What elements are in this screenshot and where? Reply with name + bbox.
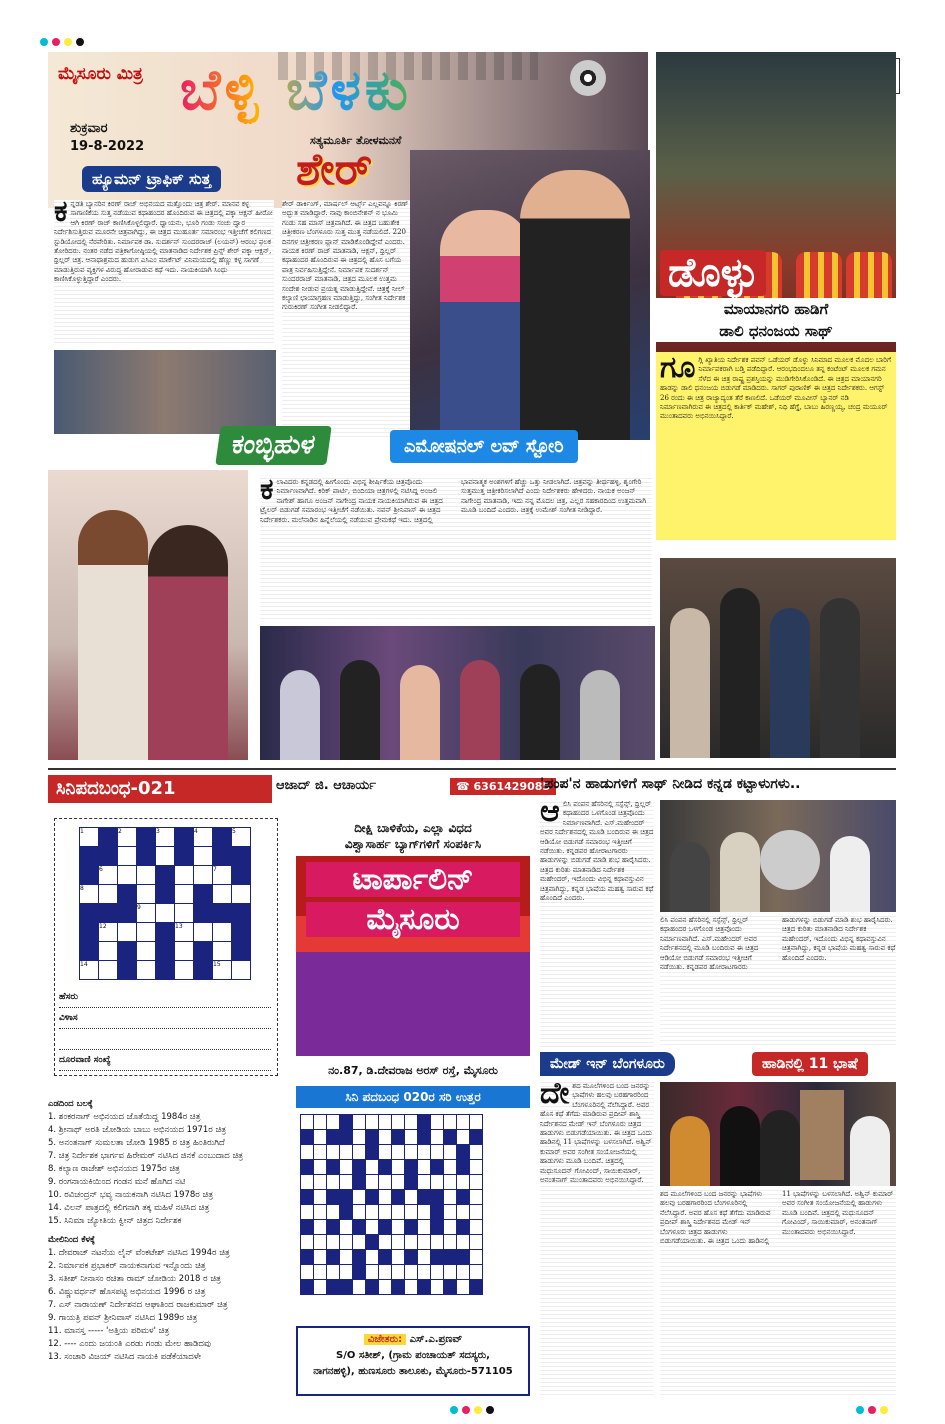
winner-label: ವಿಜೇತರು: — [364, 1334, 406, 1345]
winner-box — [296, 1326, 530, 1396]
ad-shop-name-1: ಟಾರ್ಪಾಲಿನ್ — [306, 862, 520, 897]
story1-tag: ಹ್ಯೂಮನ್ ಟ್ರಾಫಿಕ್ ಸುತ್ತ — [82, 166, 221, 192]
clue-item: 11. ಮಾನಸ್ತ ----- 'ಅತ್ತಿಯ ಪರಿಮಳ' ಚಿತ್ರ — [48, 1326, 170, 1336]
down-clue-list — [48, 1247, 282, 1364]
story1-kicker: ಸತ್ಯಮೂರ್ತಿ ತೋಳಮನಸೆ — [310, 134, 402, 147]
crossword-phone-number: 6361429085 — [473, 780, 551, 793]
answers-title: ಸಿನಿ ಪದಬಂಧ 020ರ ಸರಿ ಉತ್ತರ — [296, 1086, 530, 1108]
story4-drop-cap: ಆ — [540, 800, 560, 829]
story5-body-text: ಶದ ಮೂಲೆಗಳಿಂದ ಬಂದ ಜನರನ್ನು ಭಾಷೆಗಳು ಹಲವು ಬರಹಗಾರರಿಂದ ಬೆಂಗಳೂರಿನಲ್ಲಿ ನೆಲೆಸಿದ್ದಾರೆ. ಅವರ ಹೊಸ ಕಥೆ ತೆಗೆದು ಮಾಡಿರುವ ಪ್ರದೀಪ್ ಶಾಸ್ತ್ರಿ ನಿರ್ದೇಶನದ ಮೇಡ್ ಇನ್ ಬೆಂಗಳೂರು ಚಿತ್ರದ ಹಾಡುಗಳು ಬಿಡುಗಡೆಯಾಯಿತು. ಈ ಚಿತ್ರದ ಒಂದು ಹಾಡಿನಲ್ಲಿ 11 ಭಾಷೆಗಳನ್ನು ಬಳಸಲಾಗಿದೆ. ಅಶ್ವಿನ್ ಕುಮಾರ್ ಅವರ ಸಂಗೀತ ಸಂಯೋಜನೆಯಲ್ಲಿ ಹಾಡುಗಳು ಮೂಡಿ ಬಂದಿವೆ. ಚಿತ್ರದಲ್ಲಿ ಮಧುಸೂದನ್ ಗೋವಿಂದ್, ಸಾಯಿಕುಮಾರ್, ಅನಂತನಾಗ್ ಮುಂತಾದವರು ಅಭಿನಯಿಸಿದ್ದಾರೆ. — [540, 1082, 653, 1185]
story1-body-right: ಶೇರ್ ಡಾರ್ಕಿಂಗ್, ಮಾರ್ಷಲ್ ಆರ್ಟ್ಸ್ ಎಲ್ಲವನ್ನೂ ಕಿರಣ್ ಅದ್ಭುತ ಮಾಡಿದ್ದಾರೆ. ನಾವು ಕಾಂಬಿನೇಶನ್ ನ ಭೂಮಿ ಗಂಡು ಸಹ ಮಾಸ್ ಚಿತ್ರವಾಗಿದೆ. ಈ ಚಿತ್ರದ ಬಹುತೇಕ ಚಿತ್ರೀಕರಣ ಬೆಂಗಳೂರು ಸುತ್ತ ಮುತ್ತ ನಡೆಯಲಿದೆ. 220 ದಿನಗಳ ಚಿತ್ರೀಕರಣ ಪ್ಲಾನ್ ಮಾಡಿಕೊಂಡಿದ್ದೇವೆ ಎಂದರು. ನಾಯಕ ಕಿರಣ್ ರಾಜ್ ಮಾತನಾಡಿ, ಆಕ್ಷನ್, ಥ್ರಿಲ್ಲರ್ ಕಥಾಹಂದರ ಹೊಂದಿರುವ ಈ ಚಿತ್ರದಲ್ಲಿ ಹೊಸ ಬಗೆಯ ಪಾತ್ರ ನಿರ್ವಹಿಸುತ್ತಿದ್ದೇನೆ. ನಿರ್ಮಾಪಕ ಸುದರ್ಶನ್ ಸುಂದರರಾಜ್ ಮಾತನಾಡಿ, ಚಿತ್ರದ ಮೂಲಕ ಉತ್ತಮ ಸಂದೇಶ ನೀಡುವ ಪ್ರಯತ್ನ ಮಾಡುತ್ತಿದ್ದೇವೆ. ಚಿತ್ರಕ್ಕೆ ನೀಲ್ ಕಲ್ಯಾಣಿ ಛಾಯಾಗ್ರಹಣ ಮಾಡುತ್ತಿದ್ದು, ಸಂಗೀತ ನಿರ್ದೇಶಕ ಗುರುಕಿರಣ್ ಸಂಗೀತ ನೀಡಲಿದ್ದಾರೆ. — [282, 200, 412, 440]
story2-couple-photo — [48, 470, 248, 760]
story1-group-photo — [54, 350, 276, 434]
clue-item: 7. ಎಸ್ ನಾರಾಯಣ್ ನಿರ್ದೇಶನದ ಆಘಾತಿಂದ ರಾಜಕುಮಾರ್ ಚಿತ್ರ — [48, 1300, 228, 1310]
registration-dot — [486, 1406, 494, 1414]
registration-dot — [462, 1406, 470, 1414]
clue-item: 12. ---- ಎಂದು ಜಯಂತಿ ಎರಡು ಗಂಡು ಮೇಲ ಹಾಡಿದವು — [48, 1339, 211, 1349]
clue-item: 7. ಚಿತ್ರ ನಿರ್ದೇಶಕ ಭಾರ್ಗವ ಹಿರೇಮಠ್ ನಟಿಸಿದ ಜಿನಕೆ ಎಂಬುದಾದ ಚಿತ್ರ — [48, 1151, 244, 1161]
story4-group-photo — [660, 800, 896, 912]
clue-item: 15. ಸಿನಿಮಾ ಜ್ಯೋತಿಯ ಕ್ವೀನ್ ಚಿತ್ರದ ನಿರ್ದೇಶಕ — [48, 1216, 182, 1226]
story2-group-photo — [260, 626, 655, 760]
issue-date-value: 19-8-2022 — [70, 139, 145, 154]
name-field[interactable]: ಹೆಸರು — [59, 987, 271, 1008]
story2-body-text: ಲಾವಿದರು ಕನ್ನಡದಲ್ಲಿ ಹೀಗೊಂದು ವಿಭಿನ್ನ ಶೀರ್ಷಿಕೆಯ ಚಿತ್ರವೊಂದು ನಿರ್ಮಾಣವಾಗಿದೆ. ಕಿರಿಕ್ ಪಾರ್ಟಿ, ಬಿಂದಿಯಾ ಚಿತ್ರಗಳಲ್ಲಿ ನಟಿಸಿದ್ದ ಅಂಜಲಿ ನಾಗೇಶ್ ಹಾಗೂ ಅಂಜನ್ ನಾಗೇಂದ್ರ ನಾಯಕ ನಾಯಕಿಯಾಗಿರುವ ಈ ಚಿತ್ರದ ಟ್ರೈಲರ್ ಬಿಡುಗಡೆ ಸಮಾರಂಭ ಇತ್ತೀಚೆಗೆ ನಡೆಯಿತು. ನವನ್ ಶ್ರೀನಿವಾಸ್ ಈ ಚಿತ್ರದ ನಿರ್ದೇಶಕರು. ಮಲೆನಾಡಿನ ಹಿನ್ನೆಲೆಯಲ್ಲಿ ನಡೆಯುವ ಪ್ರೇಮಕಥೆ ಇದು. ಚಿತ್ರದಲ್ಲಿ ಭಾವನಾತ್ಮಕ ಅಂಶಗಳಿಗೆ ಹೆಚ್ಚು ಒತ್ತು ನೀಡಲಾಗಿದೆ. ಚಿತ್ರವನ್ನು ತೀರ್ಥಹಳ್ಳಿ, ಶೃಂಗೇರಿ ಸುತ್ತಮುತ್ತ ಚಿತ್ರೀಕರಿಸಲಾಗಿದೆ ಎಂದು ನಿರ್ದೇಶಕರು ಹೇಳಿದರು. ನಾಯಕ ಅಂಜನ್ ನಾಗೇಂದ್ರ ಮಾತನಾಡಿ, ಇದು ನನ್ನ ಮೊದಲ ಚಿತ್ರ, ಎಲ್ಲರ ಸಹಕಾರದಿಂದ ಉತ್ತಮವಾಗಿ ಮೂಡಿ ಬಂದಿದೆ ಎಂದರು. ಚಿತ್ರಕ್ಕೆ ಉಮೇಶ್ ಸಂಗೀತ ನೀಡಿದ್ದಾರೆ. — [260, 478, 647, 524]
ad-heading-line1: ದೀಕ್ಷಿ ಬಾಳಿಕೆಯ, ಎಲ್ಲಾ ವಿಧದ — [354, 821, 472, 835]
phone-field[interactable]: ದೂರವಾಣಿ ಸಂಖ್ಯೆ — [59, 1050, 271, 1071]
story3-headline: ಡೊಳ್ಳು — [660, 250, 766, 296]
story3-body — [656, 352, 896, 540]
entry-fields — [59, 987, 271, 1071]
story2-body — [260, 478, 652, 622]
crossword-clues — [48, 1098, 282, 1364]
issue-date — [70, 120, 144, 156]
crossword-grid[interactable]: 1 2 3 4 5 6 7 8 9 12 13 14 15 — [79, 827, 251, 980]
across-title: ಎಡದಿಂದ ಬಲಕ್ಕೆ — [48, 1099, 93, 1109]
crossword-entry-form — [54, 818, 278, 1076]
story3-body-text: ಗ್ಲಿ ಖ್ಯಾತಿಯ ನಿರ್ದೇಶಕ ಪವನ್ ಒಡೆಯರ್ ಡೊಳ್ಳು ಸಿನಿಮಾದ ಮೂಲಕ ಮೊದಲ ಬಾರಿಗೆ ನಿರ್ಮಾಪಕರಾಗಿ ಬಡ್ತಿ ಪಡೆದಿದ್ದಾರೆ. ಆರಂಭದಿಂದಲೂ ತನ್ನ ಕಂಟೆಂಟ್ ಮೂಲಕ ಗಮನ ಸೆಳೆದ ಈ ಚಿತ್ರ ರಾಷ್ಟ್ರ ಪ್ರಶಸ್ತಿಯನ್ನು ಮುಡಿಗೇರಿಸಿಕೊಂಡಿದೆ. ಈ ಚಿತ್ರದ ಮಾಯಾನಗರಿ ಹಾಡನ್ನು ಡಾಲಿ ಧನಂಜಯ ಬಿಡುಗಡೆ ಮಾಡಿದರು. ಸಾಗರ್ ಪುರಾಣಿಕ್ ಈ ಚಿತ್ರದ ನಿರ್ದೇಶಕರು. ಆಗಸ್ಟ್ 26 ರಂದು ಈ ಚಿತ್ರ ರಾಜ್ಯಾದ್ಯಂತ ತೆರೆ ಕಾಣಲಿದೆ. ಒಡೆಯರ್ ಮೂವೀಸ್ ಬ್ಯಾನರ್ ನಡಿ ನಿರ್ಮಾಣವಾಗಿರುವ ಈ ಚಿತ್ರದಲ್ಲಿ ಕಾರ್ತಿಕ್ ಮಹೇಶ್, ನಿಧಿ ಹೆಗ್ಡೆ, ಬಾಬು ಹಿರಣ್ಣಯ್ಯ, ಚಂದ್ರ ಮಯೂರ್ ಮುಂತಾದವರು ಅಭಿನಯಿಸಿದ್ದಾರೆ. — [660, 356, 892, 421]
ad-shop-photo — [296, 856, 530, 1056]
registration-dot — [64, 38, 72, 46]
winner-name: ಎಸ್.ಎ.ಪ್ರಣವ್ — [409, 1334, 463, 1345]
film-reel-icon — [570, 60, 606, 96]
section-title: ಬೆಳ್ಳಿ ಬೆಳಕು — [180, 58, 412, 123]
story1-body-left — [54, 200, 274, 346]
story5-body — [540, 1082, 654, 1398]
crossword-title: ಸಿನಿಪದಬಂಧ-021 — [48, 775, 272, 803]
crossword-author: ಆಜಾದ್ ಜಿ. ಆಚಾರ್ಯ — [276, 778, 376, 793]
registration-dot — [856, 1406, 864, 1414]
story3-subhead-line2: ಡಾಲಿ ಧನಂಜಯ ಸಾಥ್ — [719, 322, 833, 340]
clue-item: 13. ಸಂಚಾರಿ ವಿಜಯ್ ನಟಿಸಿದ ನಾಯಕಿ ಪಡೆಕೆಯಾದಳೇ — [48, 1352, 202, 1362]
address-field[interactable]: ವಿಳಾಸ — [59, 1008, 271, 1029]
story3-drop-cap: ಗೂ — [660, 352, 696, 385]
clue-item: 10. ರವಿಚಂದ್ರನ್ ಭವ್ಯ ನಾಯಕನಾಗಿ ನಟಿಸಿದ 1978ರ ಚಿತ್ರ — [48, 1190, 214, 1200]
across-clue-list — [48, 1111, 282, 1228]
story1-body-left-text: ನ್ನಡತಿ ಬ್ಯಾನರಿನ ಕಿರಣ್ ರಾಜ್ ಅಭಿನಯದ ಮತ್ತೊಂದು ಚಿತ್ರ ಶೇರ್. ಮಾನವ ಕಳ್ಳ ಸಾಗಾಣಿಕೆಯ ಸುತ್ತ ನಡೆಯುವ ಕಥಾಹಂದರ ಹೊಂದಿರುವ ಈ ಚಿತ್ರದಲ್ಲಿ ಪಕ್ಕಾ ಆಕ್ಷನ್ ಹೀರೋ ಆಗಿ ಕಿರಣ್ ರಾಜ್ ಕಾಣಿಸಿಕೊಳ್ಳಲಿದ್ದಾರೆ. ಧ್ವಾಯನು, ಭೂರಿ ಗಂಡು ಸಂಚು ದ್ವಾರ ನಿರ್ದೇಶಿಸುತ್ತಿರುವ ಮೂರನೇ ಚಿತ್ರವಾಗಿದ್ದು, ಈ ಚಿತ್ರದ ಮುಹೂರ್ತ ಸಮಾರಂಭ ಇತ್ತೀಚೆಗೆ ಕಲಿಗಣದ ಸ್ಟುಡಿಯೋದಲ್ಲಿ ನೆರವೇರಿತು. ನಿರ್ಮಾಪಕ ಡಾ. ಸುದರ್ಶನ್ ಸುಂದರರಾಜ್ (ಲಯನ್) ಆರಂಭ ಫಲಕ ತೋರಿದರು. ನಂತರ ನಡೆದ ಪತ್ರಿಕಾಗೋಷ್ಠಿಯಲ್ಲಿ ಮಾತನಾಡಿದ ನಿರ್ದೇಶಕ ಪ್ರಿನ್ಸ್ ಶೇರ್ ಪಕ್ಕಾ ಆಕ್ಷನ್, ಥ್ರಿಲ್ಲರ್ ಚಿತ್ರ. ಆನಾಥಾಶ್ರಮದ ಹುಡುಗ ಎಸಿಎಂ ಮಾರ್ಕೆಟ್ ವಿನಿಮಯದಲ್ಲಿ ಹೆಣ್ಣು ಕಳ್ಳ ಸಾಗಣೆ ಮಾಡುತ್ತಿರುವ ವ್ಯಕ್ತಿಗಳ ವಿರುದ್ಧ ಹೋರಾಡುವ ಕಥೆ ಇದು. ನಾಯಕಿಯಾಗಿ ಸಿಂಧು ಕಾಣಿಸಿಕೊಳ್ಳುತ್ತಿದ್ದಾರೆ ಎಂದರು. — [54, 200, 273, 284]
story5-body-cont: ಶದ ಮೂಲೆಗಳಿಂದ ಬಂದ ಜನರನ್ನು ಭಾಷೆಗಳು ಹಲವು ಬರಹಗಾರರಿಂದ ಬೆಂಗಳೂರಿನಲ್ಲಿ ನೆಲೆಸಿದ್ದಾರೆ. ಅವರ ಹೊಸ ಕಥೆ ತೆಗೆದು ಮಾಡಿರುವ ಪ್ರದೀಪ್ ಶಾಸ್ತ್ರಿ ನಿರ್ದೇಶನದ ಮೇಡ್ ಇನ್ ಬೆಂಗಳೂರು ಚಿತ್ರದ ಹಾಡುಗಳು ಬಿಡುಗಡೆಯಾಯಿತು. ಈ ಚಿತ್ರದ ಒಂದು ಹಾಡಿನಲ್ಲಿ 11 ಭಾಷೆಗಳನ್ನು ಬಳಸಲಾಗಿದೆ. ಅಶ್ವಿನ್ ಕುಮಾರ್ ಅವರ ಸಂಗೀತ ಸಂಯೋಜನೆಯಲ್ಲಿ ಹಾಡುಗಳು ಮೂಡಿ ಬಂದಿವೆ. ಚಿತ್ರದಲ್ಲಿ ಮಧುಸೂದನ್ ಗೋವಿಂದ್, ಸಾಯಿಕುಮಾರ್, ಅನಂತನಾಗ್ ಮುಂತಾದವರು ಅಭಿನಯಿಸಿದ್ದಾರೆ. — [660, 1190, 896, 1398]
story1-couple-photo — [410, 150, 650, 440]
winner-line2: S/O ಸತೀಶ್, (ಗ್ರಾಮ ಪಂಚಾಯತ್ ಸದಸ್ಯರು, — [336, 1350, 490, 1361]
ad-shop-name-2: ಮೈಸೂರು — [306, 902, 520, 937]
registration-dot — [474, 1406, 482, 1414]
story3-subhead — [656, 298, 896, 342]
clue-item: 1. ದೇವರಾಜ್ ನಟನೆಯ ಲೈನ್ ವೆಂಕಟೇಶ್ ನಟಿಸಿದ 1994ರ ಚಿತ್ರ — [48, 1248, 230, 1258]
clue-item: 5. ಅನಂತನಾಗ್ ಸುಮಲತಾ ಜೋಡಿ 1985 ರ ಚಿತ್ರ ಹಿಂತಿರುಗಿದೆ — [48, 1138, 225, 1148]
story2-headline: ಕಂಬ್ಳಿಹುಳ — [215, 426, 331, 465]
ad-address: ನಂ.87, ಡಿ.ದೇವರಾಜ ಅರಸ್ ರಸ್ತೆ, ಮೈಸೂರು — [328, 1064, 498, 1077]
ad-heading-line2: ವಿಶ್ವಾಸಾರ್ಹ ಬ್ಯಾಗ್‌ಗಳಿಗೆ ಸಂಪರ್ಕಿಸಿ — [344, 837, 482, 851]
section-divider — [48, 768, 896, 770]
clue-item: 9. ರಂಗನಾಯಕಿಯಿಂದ ಗಂಡನ ಮನೆ ಹೊಗಿದ ನಟಿ — [48, 1177, 186, 1187]
registration-dot — [880, 1406, 888, 1414]
registration-dot — [450, 1406, 458, 1414]
story1-drop-cap: ಕ — [54, 200, 68, 229]
clue-item: 8. ಕಲ್ಯಾಣ ರಾಜೇಶ್ ಅಭಿನಯದ 1975ರ ಚಿತ್ರ — [48, 1164, 180, 1174]
story2-tag: ಎಮೋಷನಲ್ ಲವ್ ಸ್ಟೋರಿ — [390, 430, 578, 463]
story1-headline: ಶೇರ್ — [296, 144, 373, 195]
story5-headline: ಮೇಡ್ ಇನ್ ಬೆಂಗಳೂರು — [540, 1052, 675, 1076]
clue-item: 4. ಶ್ರೀನಾಥ್ ಅರತಿ ಜೋಡಿಯ ಬಾಬು ಅಭಿನಯದ 1971ರ ಚಿತ್ರ — [48, 1125, 227, 1135]
clue-item: 3. ಸತೀಶ್ ನೀನಾಸಂ ರಚಿತಾ ರಾಮ್ ಜೋಡಿಯ 2018 ರ ಚಿತ್ರ — [48, 1274, 221, 1284]
story4-body-cont: ಲಿಸಿ ಪಂಪನ ಹೆಸರಿನಲ್ಲಿ ಸಸ್ಪೆನ್ಸ್, ಥ್ರಿಲ್ಲರ್ ಕಥಾಹಂದರ ಒಳಗೊಂಡ ಚಿತ್ರವೊಂದು ನಿರ್ಮಾಣವಾಗಿದೆ. ಎಸ್.ಮಹೇಂದರ್ ಅವರ ನಿರ್ದೇಶನದಲ್ಲಿ ಮೂಡಿ ಬಂದಿರುವ ಈ ಚಿತ್ರದ ಆಡಿಯೋ ಬಿಡುಗಡೆ ಸಮಾರಂಭ ಇತ್ತೀಚಿಗೆ ನಡೆಯಿತು. ಕನ್ನಡಪರ ಹೋರಾಟಗಾರರು ಹಾಡುಗಳನ್ನು ಬಿಡುಗಡೆ ಮಾಡಿ ಶುಭ ಹಾರೈಸಿದರು. ಚಿತ್ರದ ಕುರಿತು ಮಾತನಾಡಿದ ನಿರ್ದೇಶಕ ಮಹೇಂದರ್, ಇದೊಂದು ವಿಭಿನ್ನ ಕಥಾವಸ್ತುವಿನ ಚಿತ್ರವಾಗಿದ್ದು, ಕನ್ನಡ ಭಾಷೆಯ ಮಹತ್ವ ಸಾರುವ ಕಥೆ ಹೊಂದಿದೆ ಎಂದರು. — [660, 916, 896, 1048]
story4-body — [540, 800, 654, 1050]
registration-dot — [40, 38, 48, 46]
down-title: ಮೇಲಿನಿಂದ ಕೆಳಕ್ಕೆ — [48, 1235, 95, 1245]
story3-group-photo — [660, 558, 896, 758]
issue-day: ಶುಕ್ರವಾರ — [70, 121, 108, 136]
clue-item: 6. ವಿಷ್ಣುವರ್ಧನ್ ಹೊಸಪಟ್ಟಿ ಅಭಿನಯದ 1996 ರ ಚಿತ್ರ — [48, 1287, 206, 1297]
winner-line3: ನಾಗನಹಳ್ಳಿ), ಹುಣಸೂರು ತಾಲೂಕು, ಮೈಸೂರು-571105 — [313, 1366, 513, 1377]
clue-item: 1. ಶಂಕರನಾಗ್ ಅಭಿನಯದ ಜೊತೆಯಿದ್ದ 1984ರ ಚಿತ್ರ — [48, 1112, 201, 1122]
answers-grid — [300, 1114, 483, 1295]
story5-tag: ಹಾಡಿನಲ್ಲಿ 11 ಭಾಷೆ — [752, 1052, 868, 1076]
story3-subhead-line1: ಮಾಯಾನಗರಿ ಹಾಡಿಗೆ — [723, 300, 829, 318]
phone-icon: ☎ — [456, 780, 474, 793]
clue-item: 9. ಗಾಯತ್ರಿ ಪವನ್ ಶ್ರೀನಿವಾಸ್ ನಟಿಸಿದ 1989ರ ಚಿತ್ರ — [48, 1313, 198, 1323]
story5-drop-cap: ದೇ — [540, 1082, 570, 1111]
story4-headline: 'ಪಂಪ'ನ ಹಾಡುಗಳಿಗೆ ಸಾಥ್ ನೀಡಿದ ಕನ್ನಡ ಕಟ್ಟಾಳುಗಳು.. — [540, 776, 801, 792]
clue-item: 2. ನಿರ್ಮಾಪಕ ಪ್ರಭಾಕರ್ ನಾಯಕನಾಗುವ ಇನ್ನೊಂದು ಚಿತ್ರ — [48, 1261, 206, 1271]
story4-body-text: ಲಿಸಿ ಪಂಪನ ಹೆಸರಿನಲ್ಲಿ ಸಸ್ಪೆನ್ಸ್, ಥ್ರಿಲ್ಲರ್ ಕಥಾಹಂದರ ಒಳಗೊಂಡ ಚಿತ್ರವೊಂದು ನಿರ್ಮಾಣವಾಗಿದೆ. ಎಸ್.ಮಹೇಂದರ್ ಅವರ ನಿರ್ದೇಶನದಲ್ಲಿ ಮೂಡಿ ಬಂದಿರುವ ಈ ಚಿತ್ರದ ಆಡಿಯೋ ಬಿಡುಗಡೆ ಸಮಾರಂಭ ಇತ್ತೀಚಿಗೆ ನಡೆಯಿತು. ಕನ್ನಡಪರ ಹೋರಾಟಗಾರರು ಹಾಡುಗಳನ್ನು ಬಿಡುಗಡೆ ಮಾಡಿ ಶುಭ ಹಾರೈಸಿದರು. ಚಿತ್ರದ ಕುರಿತು ಮಾತನಾಡಿದ ನಿರ್ದೇಶಕ ಮಹೇಂದರ್, ಇದೊಂದು ವಿಭಿನ್ನ ಕಥಾವಸ್ತುವಿನ ಚಿತ್ರವಾಗಿದ್ದು, ಕನ್ನಡ ಭಾಷೆಯ ಮಹತ್ವ ಸಾರುವ ಕಥೆ ಹೊಂದಿದೆ ಎಂದರು. — [540, 800, 654, 903]
registration-dot — [76, 38, 84, 46]
registration-dot — [868, 1406, 876, 1414]
clue-item: 14. ವಿಲನ್ ಪಾತ್ರದಲ್ಲಿ ಕಲಿಗನಾಗಿ ತಕ್ಕ ಮಹಿಳೆ ನಟಿಸಿದ ಚಿತ್ರ — [48, 1203, 210, 1213]
paper-name: ಮೈಸೂರು ಮಿತ್ರ — [58, 64, 143, 84]
registration-dot — [52, 38, 60, 46]
story5-group-photo — [660, 1082, 896, 1186]
story2-drop-cap: ಕ — [260, 478, 274, 507]
